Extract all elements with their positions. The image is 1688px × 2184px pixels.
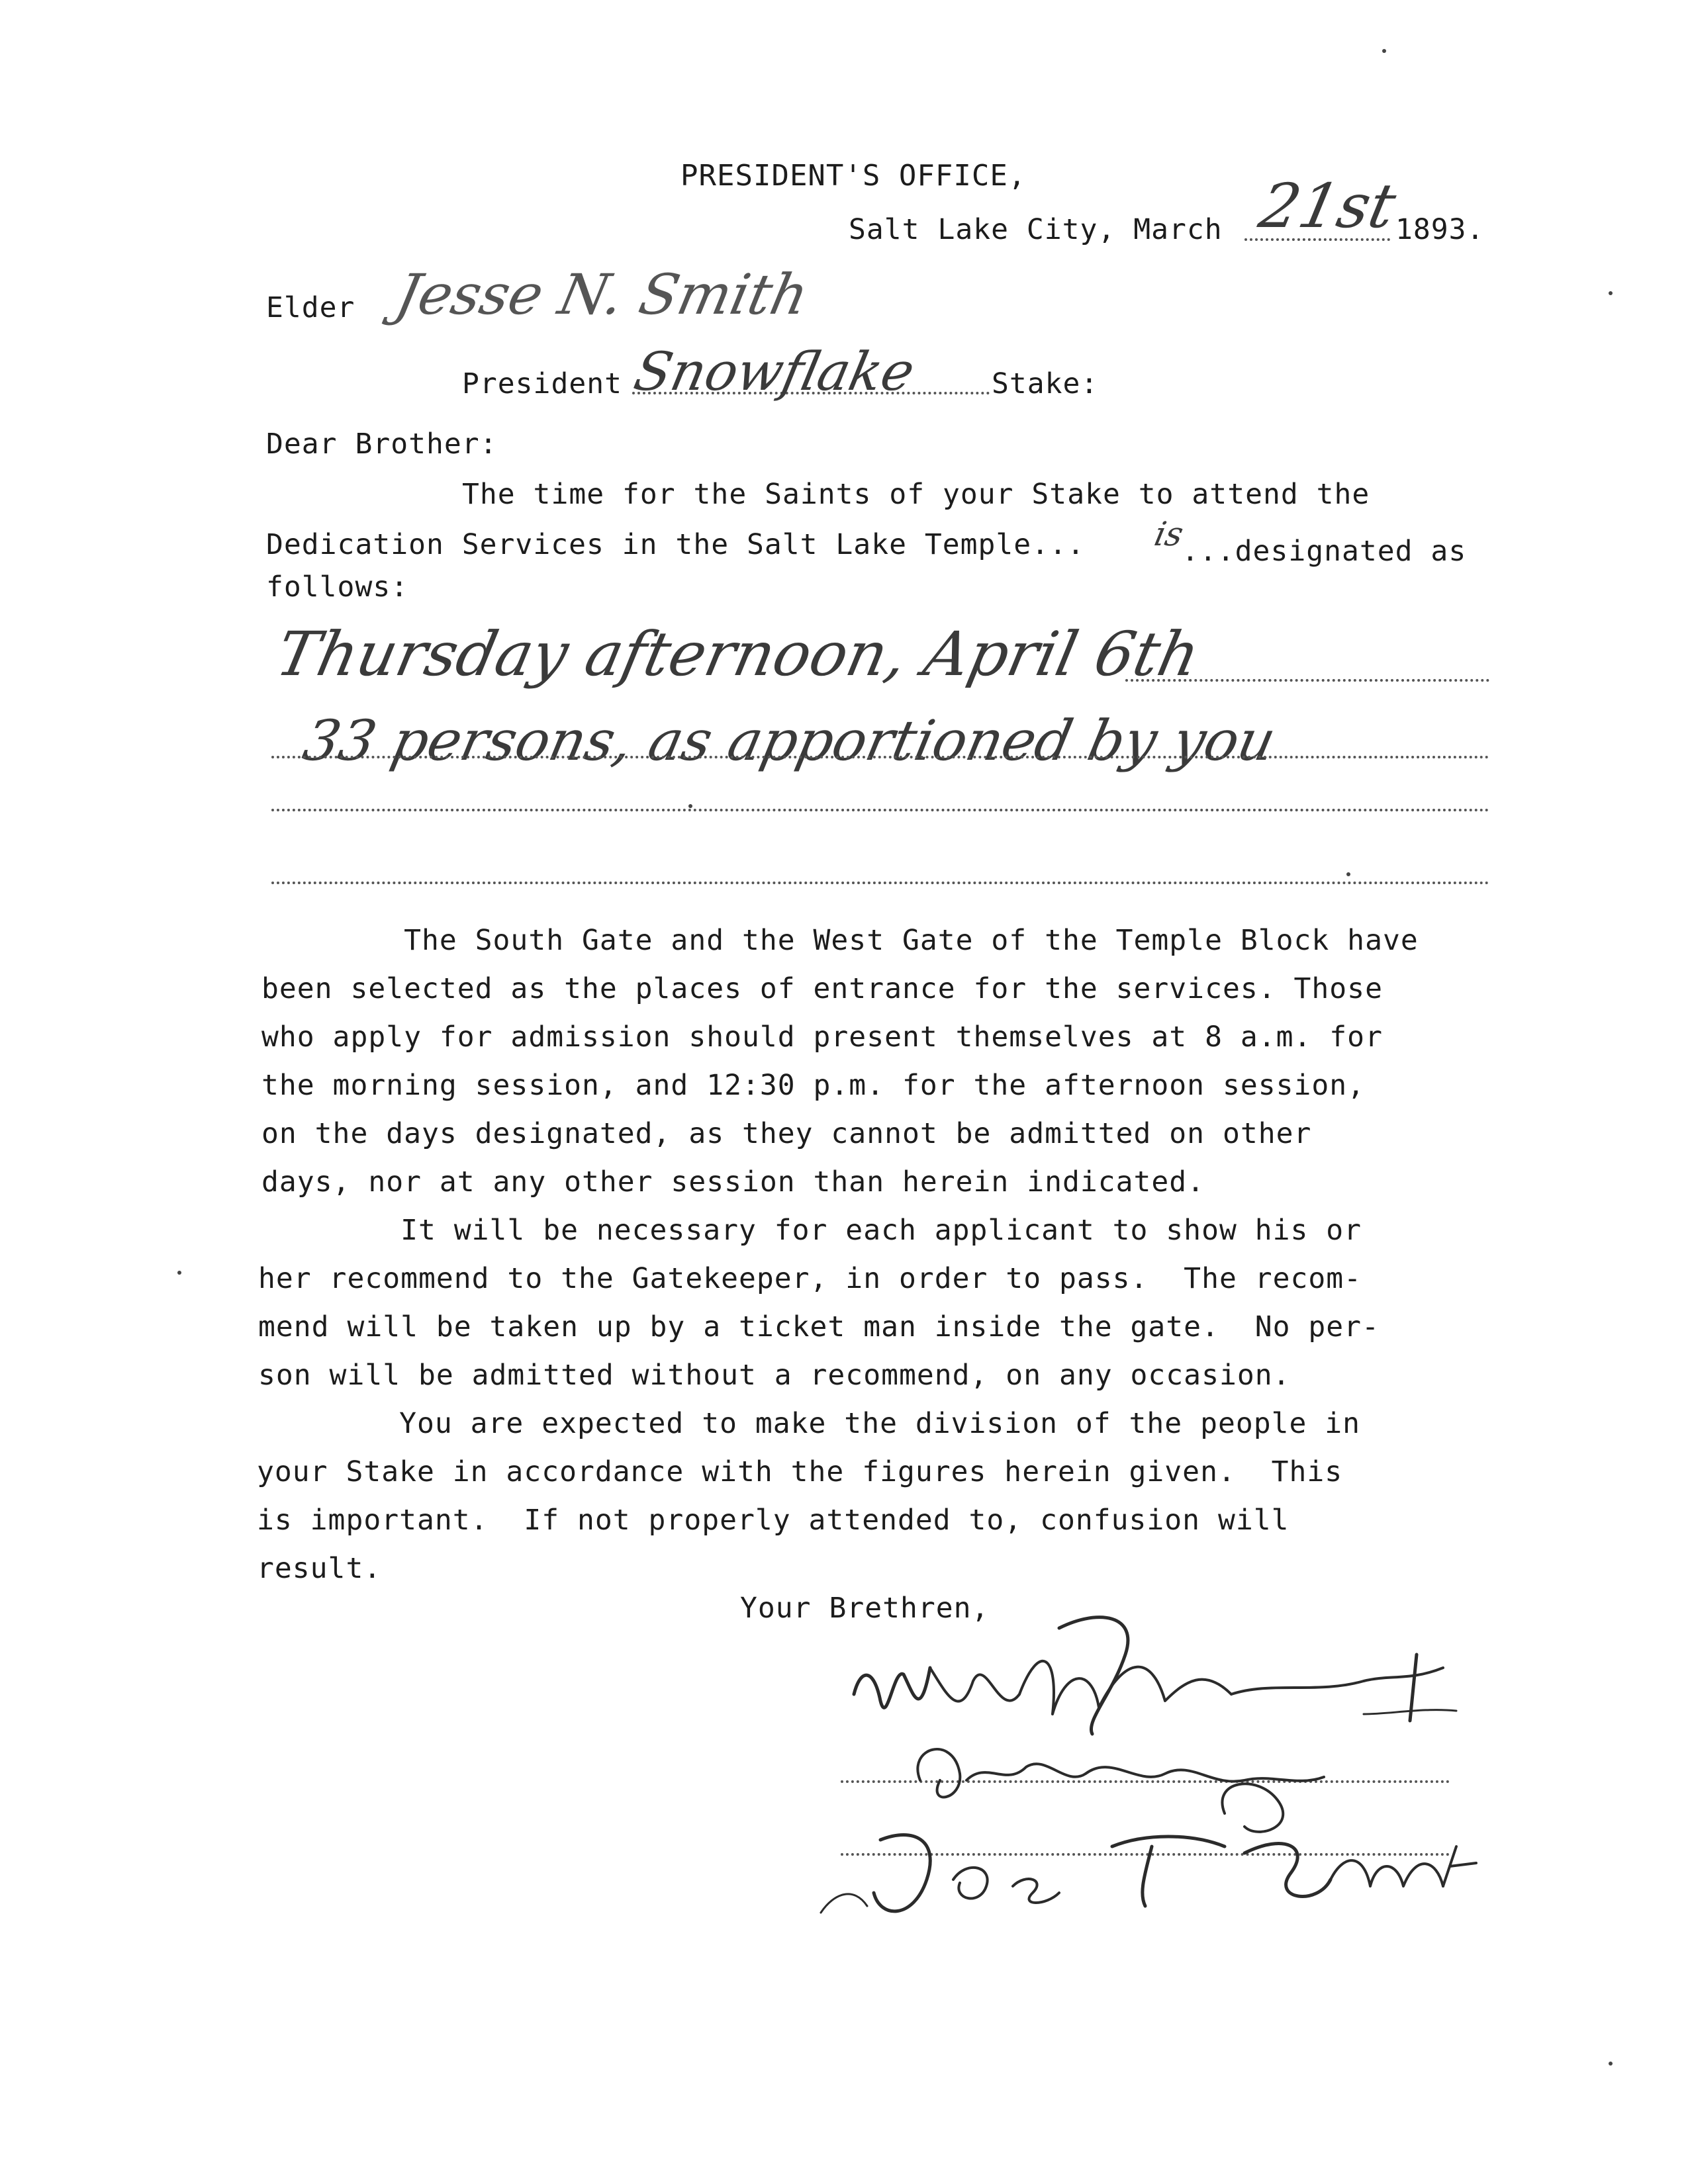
intro-line-2a: Dedication Services in the Salt Lake Temple...: [266, 528, 1085, 561]
place-date-line: Salt Lake City, March: [849, 213, 1223, 246]
scan-speck: [1382, 49, 1386, 53]
intro-line-3: follows:: [266, 570, 409, 604]
scan-speck: [688, 804, 692, 808]
stake-label: Stake:: [992, 367, 1099, 400]
handwritten-schedule-1: Thursday afternoon, April 6th: [270, 619, 1206, 690]
paragraph-gates: The South Gate and the West Gate of the Temple Block have been selected as the places of entrance for the services. Those who apply for admission should present themselves at 8 a.m. for the morning session, and 12:30 p.m. for the afternoon session, on the days designated, as they cannot be admitted on other days, nor at any other session than herein indicated.: [261, 924, 1419, 1199]
scan-speck: [1609, 2062, 1613, 2066]
intro-line-2b: ...designated as: [1182, 535, 1467, 568]
scan-speck: [177, 1271, 181, 1275]
office-heading: PRESIDENT'S OFFICE,: [680, 159, 1027, 193]
year: 1893.: [1395, 213, 1485, 246]
salutation: Dear Brother:: [266, 428, 498, 461]
intro-line-1: The time for the Saints of your Stake to attend the: [462, 478, 1370, 511]
paragraph-recommend: It will be necessary for each applicant to show his or her recommend to the Gatekeeper, in order to pass. The recom- mend will be taken up by a ticket man inside the gate. No per- son will be admitted without a recommend, on any occasion.: [258, 1214, 1380, 1392]
handwritten-is: is: [1150, 515, 1187, 553]
handwritten-stake-name: Snowflake: [629, 341, 920, 402]
closing: Your Brethren,: [740, 1592, 990, 1625]
scan-speck: [1609, 291, 1613, 295]
paragraph-division: You are expected to make the division of the people in your Stake in accordance with the figures herein given. This is important. If not properly attended to, confusion will result.: [257, 1407, 1361, 1585]
president-label: President: [462, 367, 622, 400]
handwritten-day: 21st: [1253, 171, 1402, 242]
elder-label: Elder: [266, 291, 355, 324]
handwritten-elder-name: Jesse N. Smith: [390, 262, 814, 327]
handwritten-schedule-2: 33 persons, as apportioned by you: [297, 708, 1282, 773]
scan-speck: [1346, 872, 1350, 876]
